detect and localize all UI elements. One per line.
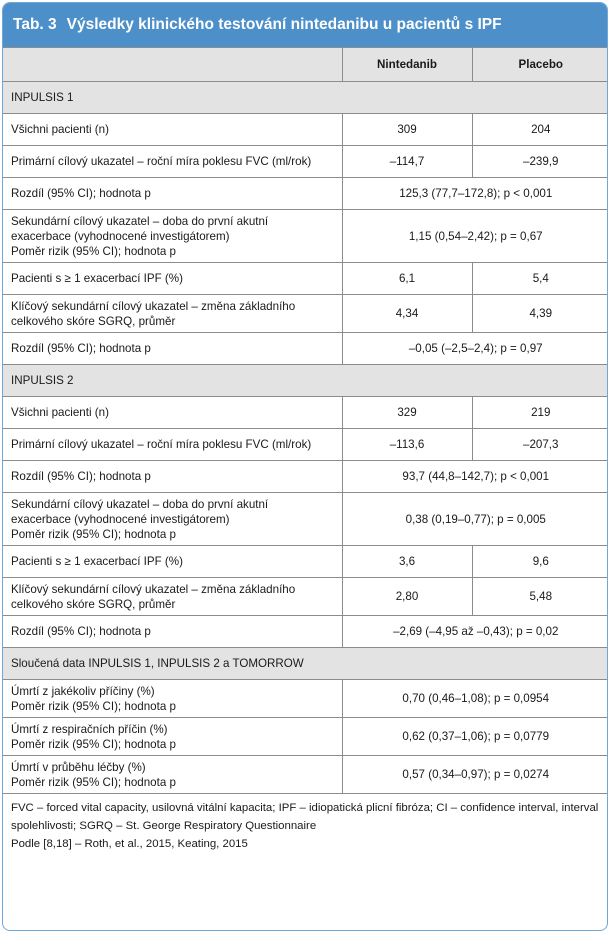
row-label-line: Primární cílový ukazatel – roční míra poklesu FVC (ml/rok) bbox=[11, 155, 312, 168]
row-label-line: celkového skóre SGRQ, průměr bbox=[11, 314, 176, 328]
table-row bbox=[3, 397, 608, 429]
table-title bbox=[3, 3, 607, 47]
table-row bbox=[3, 718, 608, 756]
row-label bbox=[3, 397, 342, 429]
table-number: Tab. 3 bbox=[13, 16, 57, 33]
nintedanib-value: 309 bbox=[342, 114, 472, 146]
row-label-line: Všichni pacienti (n) bbox=[11, 406, 109, 419]
row-label bbox=[3, 718, 342, 756]
header-nintedanib: Nintedanib bbox=[342, 48, 472, 82]
nintedanib-value: 3,6 bbox=[342, 546, 472, 578]
row-label bbox=[3, 333, 342, 365]
row-label-line: Primární cílový ukazatel – roční míra poklesu FVC (ml/rok) bbox=[11, 438, 312, 451]
row-label bbox=[3, 461, 342, 493]
row-label-line: Poměr rizik (95% CI); hodnota p bbox=[11, 244, 176, 258]
row-label bbox=[3, 493, 342, 546]
table-row bbox=[3, 616, 608, 648]
row-label-line: Poměr rizik (95% CI); hodnota p bbox=[11, 527, 176, 541]
table-row bbox=[3, 295, 608, 333]
table-row bbox=[3, 263, 608, 295]
row-label bbox=[3, 210, 342, 263]
combined-result-cell: –0,05 (–2,5–2,4); p = 0,97 bbox=[342, 333, 608, 365]
header-empty bbox=[3, 48, 342, 82]
row-label-line: Všichni pacienti (n) bbox=[11, 123, 109, 136]
nintedanib-value: 2,80 bbox=[342, 578, 472, 616]
placebo-value: 9,6 bbox=[472, 546, 608, 578]
combined-result-cell: –2,69 (–4,95 až –0,43); p = 0,02 bbox=[342, 616, 608, 648]
table-row bbox=[3, 493, 608, 546]
row-label bbox=[3, 114, 342, 146]
row-label-line: exacerbace (vyhodnocené investigátorem) bbox=[11, 229, 230, 243]
row-label bbox=[3, 578, 342, 616]
table-row bbox=[3, 429, 608, 461]
section-header-row bbox=[3, 648, 608, 680]
table-row bbox=[3, 114, 608, 146]
section-header-row bbox=[3, 365, 608, 397]
row-label-line: Pacienti s ≥ 1 exacerbací IPF (%) bbox=[11, 272, 183, 285]
row-label bbox=[3, 756, 342, 794]
row-label-line: Pacienti s ≥ 1 exacerbací IPF (%) bbox=[11, 555, 183, 568]
row-label bbox=[3, 429, 342, 461]
row-label-line: Klíčový sekundární cílový ukazatel – změna základního bbox=[11, 582, 296, 596]
placebo-value: –239,9 bbox=[472, 146, 608, 178]
row-label-line: celkového skóre SGRQ, průměr bbox=[11, 597, 176, 611]
results-table bbox=[3, 47, 608, 794]
section-title: INPULSIS 1 bbox=[3, 82, 608, 114]
table-body bbox=[3, 82, 608, 794]
row-label-line: Poměr rizik (95% CI); hodnota p bbox=[11, 775, 176, 789]
header-placebo: Placebo bbox=[472, 48, 608, 82]
placebo-value: –207,3 bbox=[472, 429, 608, 461]
row-label-line: Poměr rizik (95% CI); hodnota p bbox=[11, 699, 176, 713]
row-label bbox=[3, 680, 342, 718]
row-label-line: Sekundární cílový ukazatel – doba do první akutní bbox=[11, 214, 269, 228]
section-header-row bbox=[3, 82, 608, 114]
row-label bbox=[3, 546, 342, 578]
header-row bbox=[3, 48, 608, 82]
table-row bbox=[3, 146, 608, 178]
nintedanib-value: –113,6 bbox=[342, 429, 472, 461]
combined-result-cell: 1,15 (0,54–2,42); p = 0,67 bbox=[342, 210, 608, 263]
row-label bbox=[3, 295, 342, 333]
table-row bbox=[3, 461, 608, 493]
row-label-line: Rozdíl (95% CI); hodnota p bbox=[11, 625, 151, 638]
placebo-value: 219 bbox=[472, 397, 608, 429]
row-label-line: Poměr rizik (95% CI); hodnota p bbox=[11, 737, 176, 751]
table-row bbox=[3, 546, 608, 578]
nintedanib-value: 329 bbox=[342, 397, 472, 429]
row-label-line: Rozdíl (95% CI); hodnota p bbox=[11, 470, 151, 483]
footnotes bbox=[3, 794, 607, 853]
combined-result-cell: 0,57 (0,34–0,97); p = 0,0274 bbox=[342, 756, 608, 794]
combined-result-cell: 93,7 (44,8–142,7); p < 0,001 bbox=[342, 461, 608, 493]
row-label-line: Úmrtí z jakékoliv příčiny (%) bbox=[11, 684, 155, 698]
placebo-value: 5,48 bbox=[472, 578, 608, 616]
nintedanib-value: 4,34 bbox=[342, 295, 472, 333]
row-label bbox=[3, 616, 342, 648]
row-label-line: Úmrtí v průběhu léčby (%) bbox=[11, 760, 146, 774]
row-label bbox=[3, 178, 342, 210]
table-row bbox=[3, 210, 608, 263]
table-row bbox=[3, 333, 608, 365]
row-label-line: Rozdíl (95% CI); hodnota p bbox=[11, 187, 151, 200]
combined-result-cell: 0,70 (0,46–1,08); p = 0,0954 bbox=[342, 680, 608, 718]
row-label-line: exacerbace (vyhodnocené investigátorem) bbox=[11, 512, 230, 526]
combined-result-cell: 125,3 (77,7–172,8); p < 0,001 bbox=[342, 178, 608, 210]
combined-result-cell: 0,62 (0,37–1,06); p = 0,0779 bbox=[342, 718, 608, 756]
nintedanib-value: –114,7 bbox=[342, 146, 472, 178]
nintedanib-value: 6,1 bbox=[342, 263, 472, 295]
row-label bbox=[3, 263, 342, 295]
row-label-line: Sekundární cílový ukazatel – doba do první akutní bbox=[11, 497, 269, 511]
table-row bbox=[3, 578, 608, 616]
row-label bbox=[3, 146, 342, 178]
placebo-value: 4,39 bbox=[472, 295, 608, 333]
placebo-value: 5,4 bbox=[472, 263, 608, 295]
footnote-abbreviations: FVC – forced vital capacity, usilovná vitální kapacita; IPF – idiopatická plicní fibróza; CI – confidence interval, interval spolehlivosti; SGRQ – St. George Respiratory Questionnaire bbox=[11, 802, 599, 832]
table-panel bbox=[2, 2, 608, 931]
section-title: INPULSIS 2 bbox=[3, 365, 608, 397]
row-label-line: Klíčový sekundární cílový ukazatel – změna základního bbox=[11, 299, 296, 313]
footnote-source: Podle [8,18] – Roth, et al., 2015, Keating, 2015 bbox=[11, 838, 248, 850]
table-caption: Výsledky klinického testování nintedanibu u pacientů s IPF bbox=[66, 16, 502, 33]
row-label-line: Úmrtí z respiračních příčin (%) bbox=[11, 722, 168, 736]
combined-result-cell: 0,38 (0,19–0,77); p = 0,005 bbox=[342, 493, 608, 546]
section-title: Sloučená data INPULSIS 1, INPULSIS 2 a TOMORROW bbox=[3, 648, 608, 680]
row-label-line: Rozdíl (95% CI); hodnota p bbox=[11, 342, 151, 355]
table-row bbox=[3, 756, 608, 794]
table-row bbox=[3, 680, 608, 718]
placebo-value: 204 bbox=[472, 114, 608, 146]
table-row bbox=[3, 178, 608, 210]
